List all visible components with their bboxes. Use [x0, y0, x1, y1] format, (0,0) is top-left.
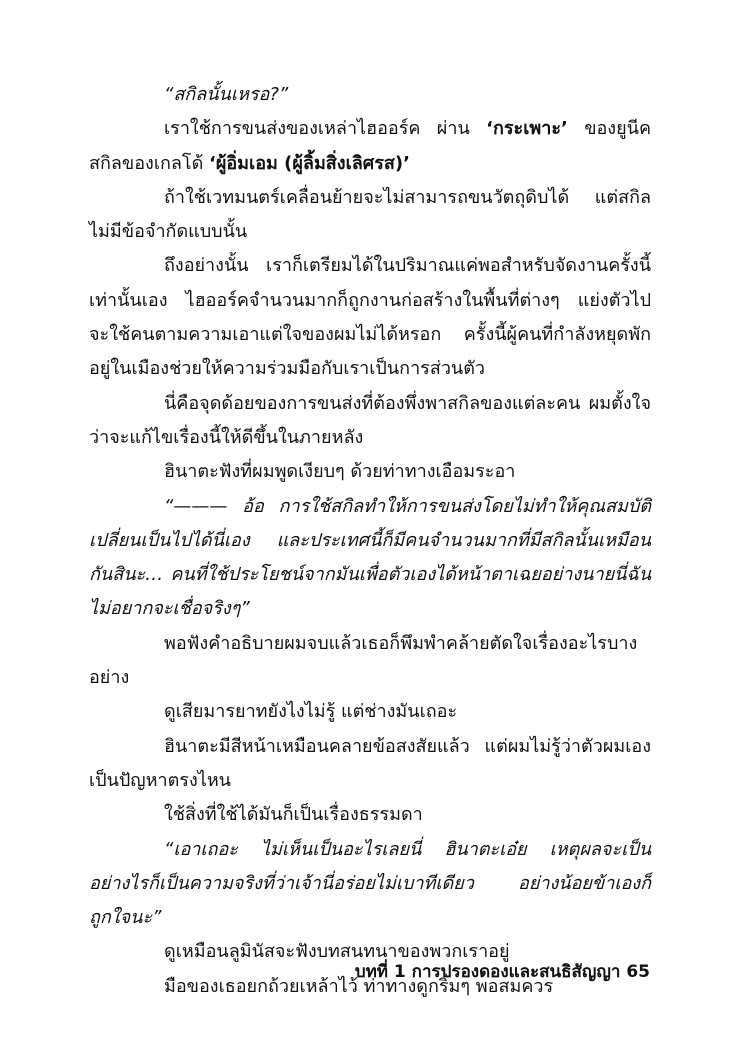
paragraph-13: ดูเหมือนลูมินัสจะฟังบทสนทนาของพวกเราอยู่	[164, 941, 510, 963]
paragraph-dialogue-1: “สกิลนั้นเหรอ?”	[164, 84, 289, 105]
paragraph-4: ถึงอย่างนั้น เราก็เตรียมได้ในปริมาณแค่พอสำหรับจัดงานครั้งนี้เท่านั้นเอง ไฮออร์คจำนวนมากก็ถูกงานก่อสร้างในพื้นที่ต่างๆ แย่งตัวไป จะใช้คนตามความเอาแต่ใจของผมไม่ได้หรอก ครั้งนี้ผู้คนที่กำลังหยุดพักอยู่ในเมืองช่วยให้ความร่วมมือกับเราเป็นการส่วนตัว	[89, 255, 651, 380]
term-stomach: ‘กระเพาะ’	[486, 118, 568, 140]
paragraph-3: ถ้าใช้เวทมนตร์เคลื่อนย้ายจะไม่สามารถขนวัตถุดิบได้ แต่สกิลไม่มีข้อจำกัดแบบนั้น	[89, 186, 651, 243]
paragraph-2-text-a: เราใช้การขนส่งของเหล่าไฮออร์ค ผ่าน	[164, 118, 487, 140]
chapter-title: บทที่ 1 การปรองดองและสนธิสัญญา	[354, 962, 621, 982]
paragraph-2-text-c: ของยูนีคสกิลของเกลโด้	[89, 118, 651, 174]
paragraph-11: ใช้สิ่งที่ใช้ได้มันก็เป็นเรื่องธรรมดา	[164, 804, 423, 826]
paragraph-9: ดูเสียมารยาทยังไงไม่รู้ แต่ช่างมันเถอะ	[164, 701, 458, 723]
paragraph-dialogue-12: “เอาเถอะ ไม่เห็นเป็นอะไรเลยนี่ ฮินาตะเอ๋ย เหตุผลจะเป็นอย่างไรก็เป็นความจริงที่ว่าเจ้านี่อร่อยไม่เบาทีเดียว อย่างน้อยข้าเองก็ถูกใจนะ”	[89, 838, 651, 929]
paragraph-5: นี่คือจุดด้อยของการขนส่งที่ต้องพึ่งพาสกิลของแต่ละคน ผมตั้งใจว่าจะแก้ไขเรื่องนี้ให้ดีขึ้นในภายหลัง	[89, 392, 651, 448]
term-gourmet-skill: ‘ผู้อิ่มเอม (ผู้ลิ้มสิ่งเลิศรส)’	[208, 152, 410, 174]
paragraph-10: ฮินาตะมีสีหน้าเหมือนคลายข้อสงสัยแล้ว แต่ผมไม่รู้ว่าตัวผมเองเป็นปัญหาตรงไหน	[89, 735, 651, 791]
paragraph-14: มือของเธอยกถ้วยเหล้าไว้ ท่าทางดูกริ่มๆ พอสมควร	[164, 975, 554, 997]
paragraph-8: พอฟังคำอธิบายผมจบแล้วเธอก็พึมพำคล้ายตัดใจเรื่องอะไรบางอย่าง	[89, 632, 638, 689]
paragraph-2	[89, 112, 651, 181]
body-text	[89, 78, 651, 1004]
paragraph-dialogue-7: “——— อ้อ การใช้สกิลทำให้การขนส่งโดยไม่ทำให้คุณสมบัติเปลี่ยนเป็นไปได้นี่เอง และประเทศนี้ก็มีคนจำนวนมากที่มีสกิลนั้นเหมือนกันสินะ… คนที่ใช้ประโยชน์จากมันเพื่อตัวเองได้หน้าตาเฉยอย่างนายนี่ฉันไม่อยากจะเชื่อจริงๆ”	[89, 495, 651, 620]
page-footer	[355, 958, 650, 985]
paragraph-6: ฮินาตะฟังที่ผมพูดเงียบๆ ด้วยท่าทางเอือมระอา	[164, 461, 516, 483]
page-number: 65	[626, 962, 650, 982]
